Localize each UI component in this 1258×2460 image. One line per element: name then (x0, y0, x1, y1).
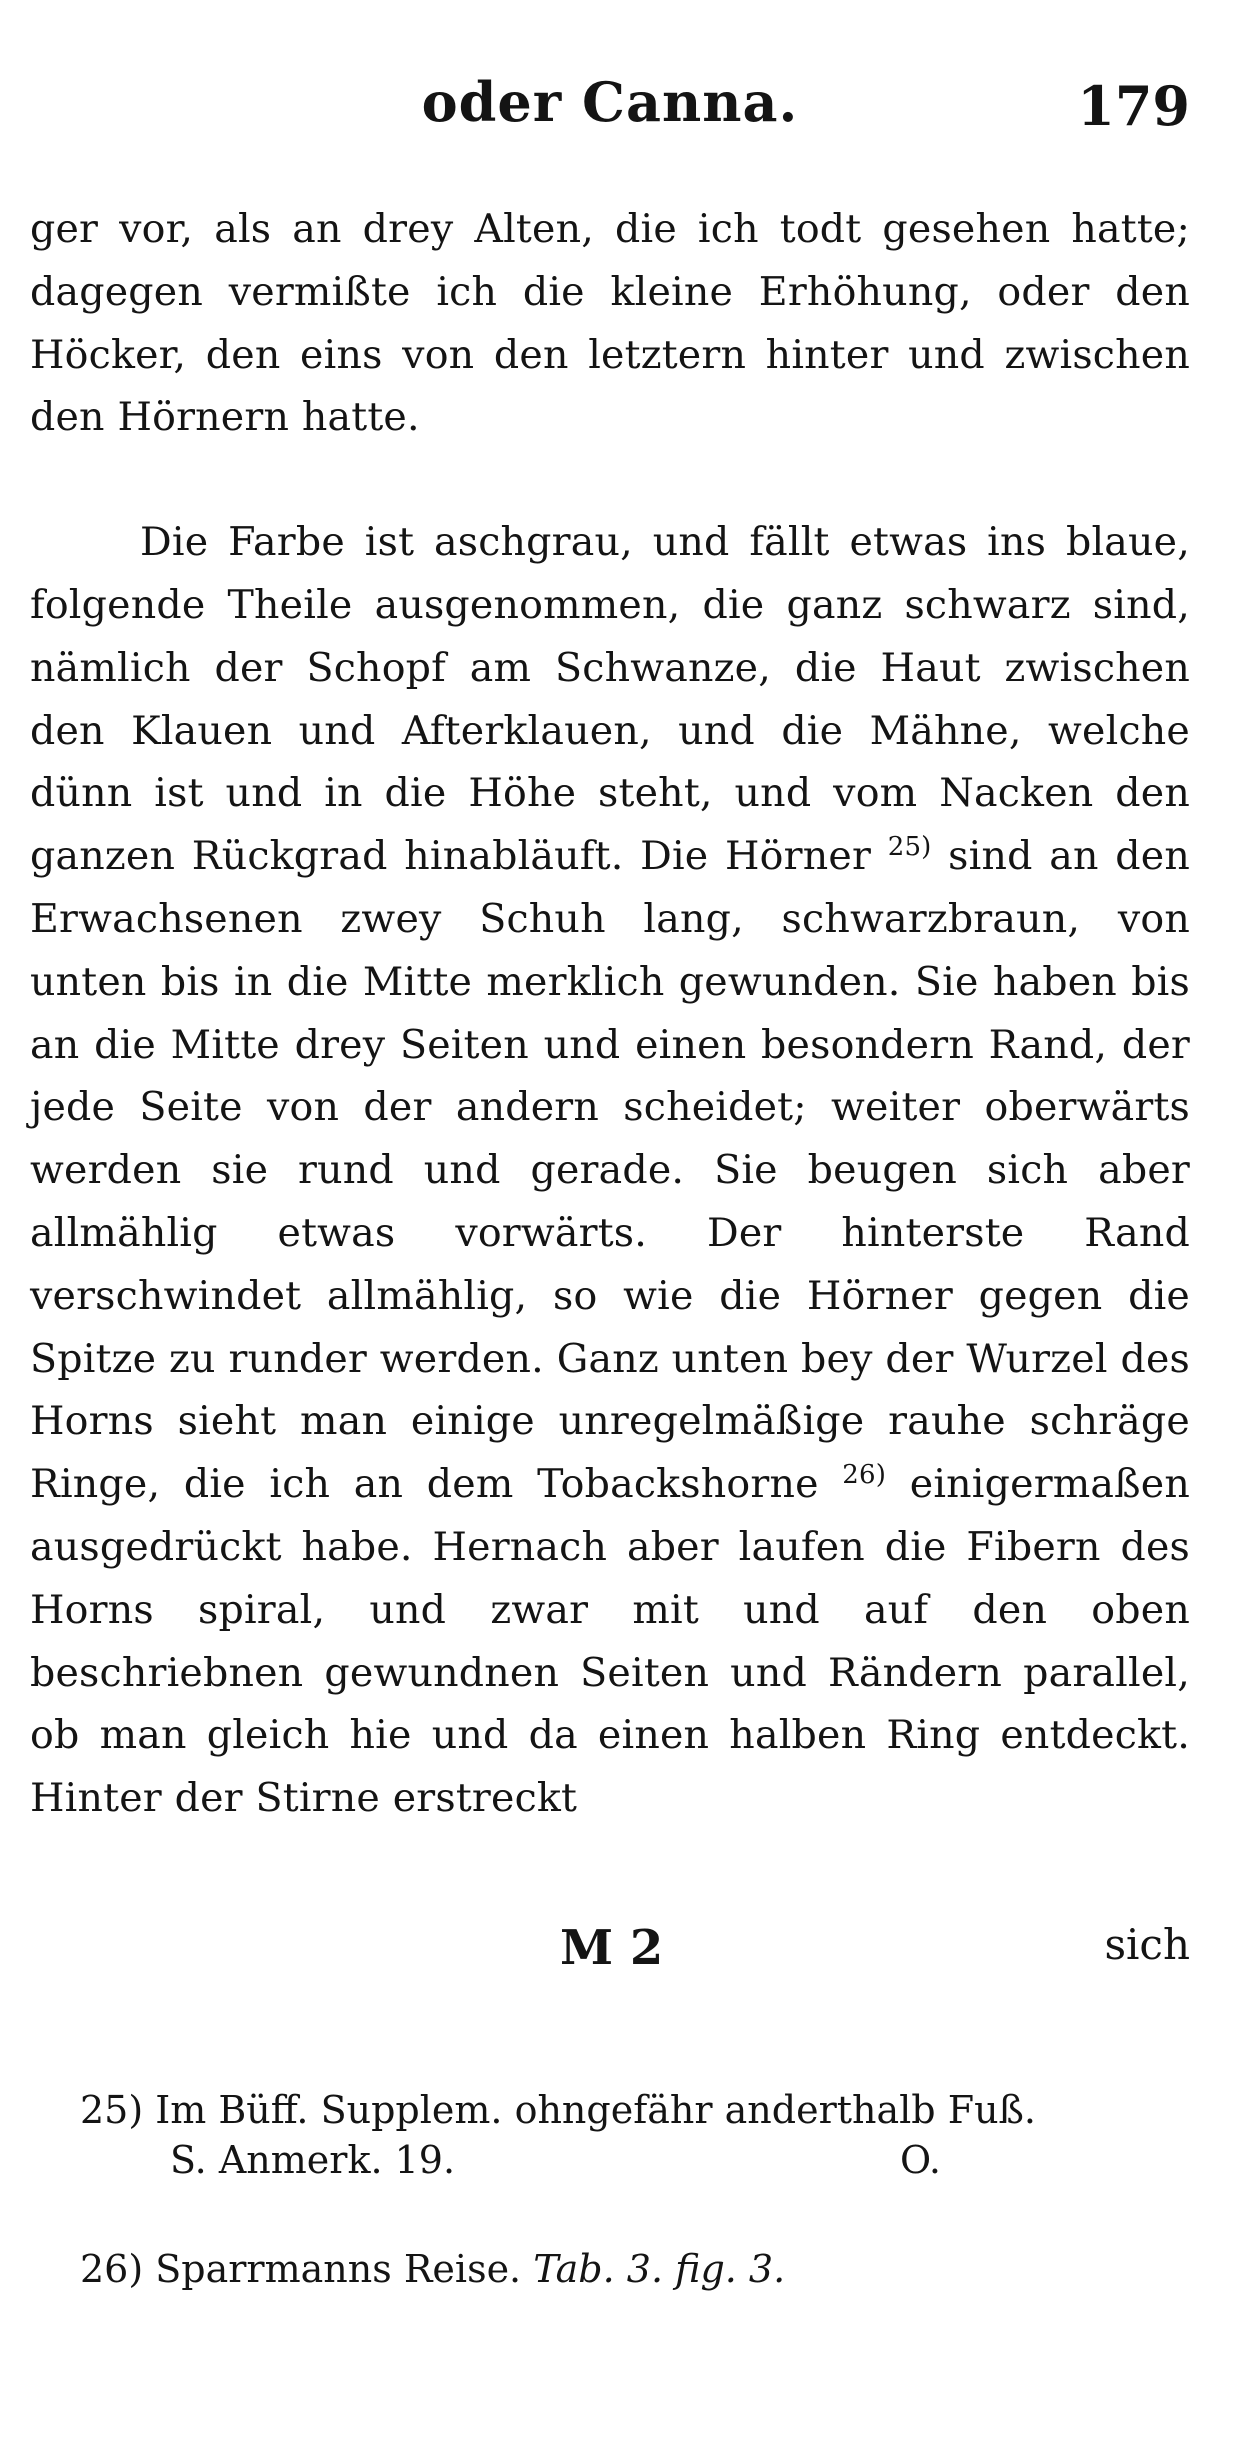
footnote-26-text: 26) Sparrmanns Reise. (80, 2247, 522, 2291)
paragraph-2-part-1: Die Farbe ist aschgrau, und fällt etwas ins blaue, folgende Theile ausgenommen, die ganz schwarz sind, nämlich der Schopf am Schwanze, die Haut zwischen den Klauen und Afterklauen, und die Mähne, welche dünn ist und in die Höhe steht, und vom Nacken den ganzen Rückgrad hinabläuft. Die Hörner (30, 519, 1190, 880)
footnote-25 (80, 2085, 1190, 2185)
footnote-25-line-2 (80, 2135, 1190, 2185)
footnote-25-signature: O. (900, 2138, 942, 2182)
footer-line (30, 1920, 1190, 1990)
footnote-25-line-1: 25) Im Büff. Supplem. ohngefähr anderthalb Fuß. (80, 2088, 1037, 2132)
footnote-26 (80, 2247, 1190, 2291)
paragraph-1: ger vor, als an drey Alten, die ich todt gesehen hatte; dagegen vermißte ich die kleine Erhöhung, oder den Höcker, den eins von den letztern hinter und zwischen den Hörnern hatte. (30, 206, 1190, 441)
paragraph-2-part-3: einigermaßen ausgedrückt habe. Hernach aber laufen die Fibern des Horns spiral, und zwar mit und auf den oben beschriebnen gewundnen Seiten und Rändern parallel, ob man gleich hie und da einen halben Ring entdeckt. Hinter der Stirne erstreckt (30, 1461, 1190, 1822)
paragraph-2 (30, 511, 1190, 1830)
footnotes (80, 2085, 1190, 2291)
paragraph-2-part-2: sind an den Erwachsenen zwey Schuh lang, schwarzbraun, von unten bis in die Mitte merklich gewunden. Sie haben bis an die Mitte drey Seiten und einen besondern Rand, der jede Seite von der andern scheidet; weiter oberwärts werden sie rund und gerade. Sie beugen sich aber allmählig etwas vorwärts. Der hinterste Rand verschwindet allmählig, so wie die Hörner gegen die Spitze zu runder werden. Ganz unten bey der Wurzel des Horns sieht man einige unregelmäßige rauhe schräge Ringe, die ich an dem Tobackshorne (30, 833, 1190, 1508)
footnote-ref-25: 25) (887, 832, 932, 863)
signature-mark: M 2 (560, 1920, 664, 1976)
page-number: 179 (1077, 74, 1190, 138)
body-text (30, 198, 1190, 1830)
footnote-ref-26: 26) (842, 1459, 887, 1490)
running-head (30, 70, 1190, 140)
footnote-25-reference: S. Anmerk. 19. (170, 2138, 456, 2182)
footnote-26-plate: Tab. 3. fig. 3. (533, 2247, 786, 2291)
catchword: sich (1104, 1920, 1190, 1969)
running-title: oder Canna. (421, 70, 799, 134)
